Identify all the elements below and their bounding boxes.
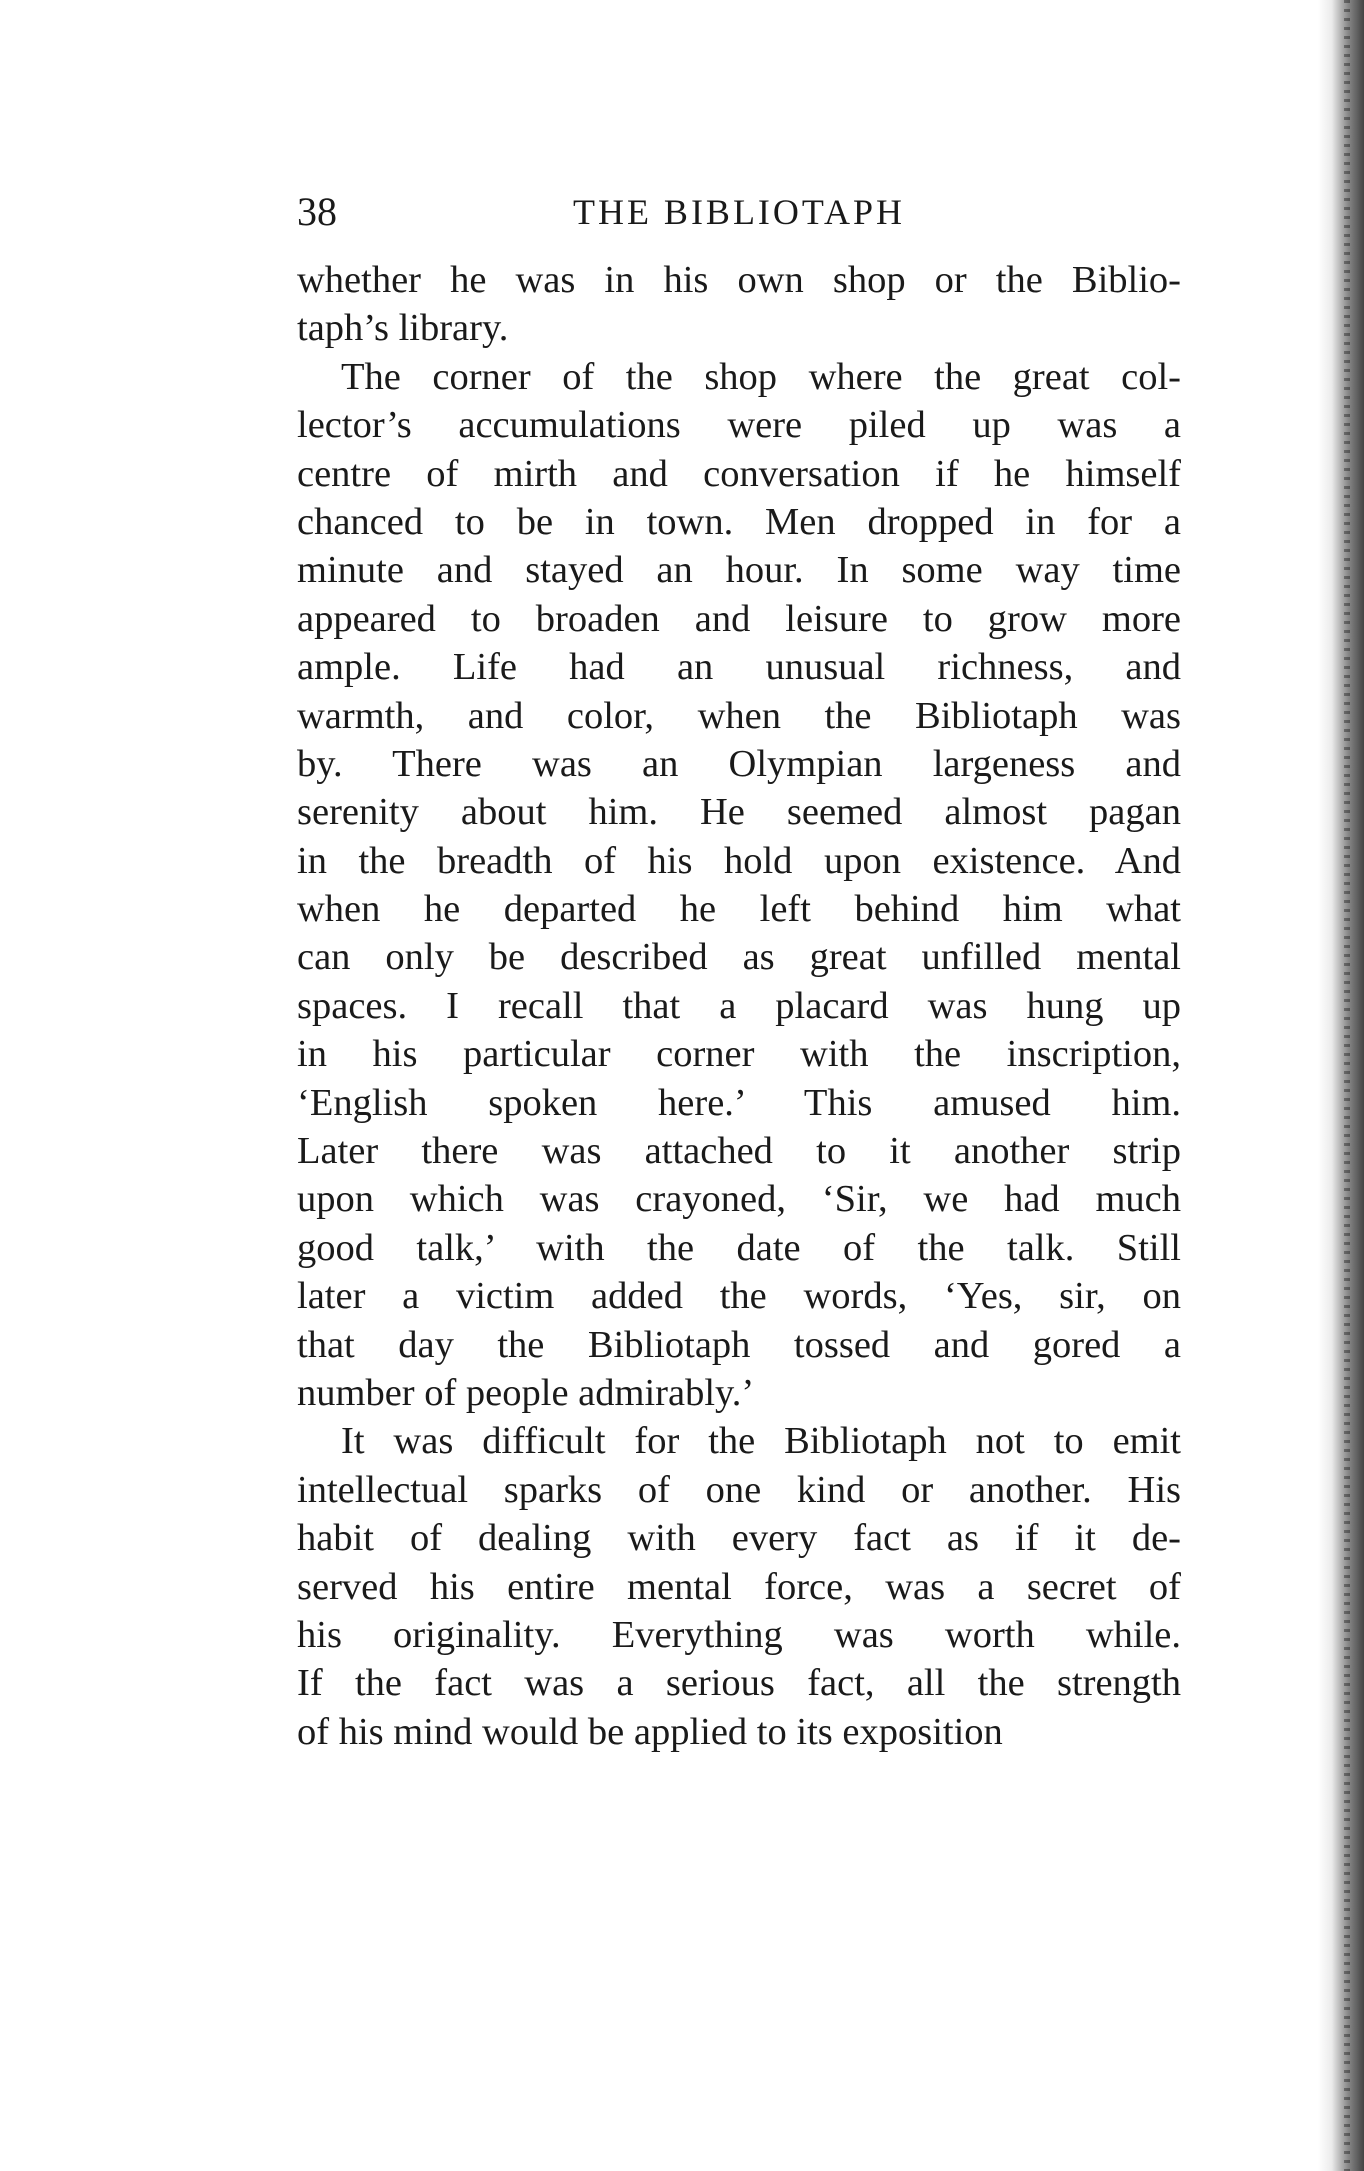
scan-binding-edge xyxy=(1318,0,1364,2171)
text-line: minute and stayed an hour. In some way time xyxy=(297,549,1181,592)
text-line: number of people admirably.’ xyxy=(297,1371,755,1414)
text-line: spaces. I recall that a placard was hung up xyxy=(297,984,1181,1027)
text-line: taph’s library. xyxy=(297,307,509,350)
text-line: If the fact was a serious fact, all the strength xyxy=(297,1662,1181,1705)
text-line: in the breadth of his hold upon existence. And xyxy=(297,839,1181,882)
text-line: habit of dealing with every fact as if it de- xyxy=(297,1517,1181,1560)
running-title: THE BIBLIOTAPH xyxy=(572,192,906,232)
text-line: by. There was an Olympian largeness and xyxy=(297,742,1181,785)
paragraph xyxy=(297,1417,1181,1756)
text-line: warmth, and color, when the Bibliotaph was xyxy=(297,694,1181,737)
text-line: serenity about him. He seemed almost pagan xyxy=(297,791,1181,834)
text-line: chanced to be in town. Men dropped in for a xyxy=(297,500,1181,543)
text-line: It was difficult for the Bibliotaph not to emit xyxy=(341,1420,1181,1463)
text-line: lector’s accumulations were piled up was a xyxy=(297,404,1181,447)
text-line: of his mind would be applied to its exposition xyxy=(297,1710,1003,1753)
text-line: appeared to broaden and leisure to grow more xyxy=(297,597,1181,640)
text-line: ‘English spoken here.’ This amused him. xyxy=(297,1081,1181,1124)
paragraph xyxy=(297,353,1181,1418)
page-header xyxy=(297,186,1181,238)
text-line: later a victim added the words, ‘Yes, sir, on xyxy=(297,1275,1181,1318)
text-line: good talk,’ with the date of the talk. Still xyxy=(297,1226,1181,1269)
text-line: intellectual sparks of one kind or another. His xyxy=(297,1468,1181,1511)
body-text xyxy=(297,256,1181,1756)
text-line: served his entire mental force, was a secret of xyxy=(297,1565,1181,1608)
scan-binding-speckle xyxy=(1344,0,1350,2171)
text-line: whether he was in his own shop or the Biblio- xyxy=(297,259,1181,301)
text-line: when he departed he left behind him what xyxy=(297,888,1181,931)
text-line: Later there was attached to it another strip xyxy=(297,1130,1181,1173)
text-line: The corner of the shop where the great col- xyxy=(341,355,1181,398)
text-line: can only be described as great unfilled mental xyxy=(297,936,1181,979)
text-line: ample. Life had an unusual richness, and xyxy=(297,646,1181,689)
text-line: in his particular corner with the inscription, xyxy=(297,1033,1181,1076)
paragraph xyxy=(297,256,1181,353)
page-number: 38 xyxy=(297,189,337,234)
text-line: centre of mirth and conversation if he himself xyxy=(297,452,1181,495)
text-line: that day the Bibliotaph tossed and gored a xyxy=(297,1323,1181,1366)
text-line: upon which was crayoned, ‘Sir, we had much xyxy=(297,1178,1181,1221)
text-line: his originality. Everything was worth while. xyxy=(297,1613,1181,1656)
